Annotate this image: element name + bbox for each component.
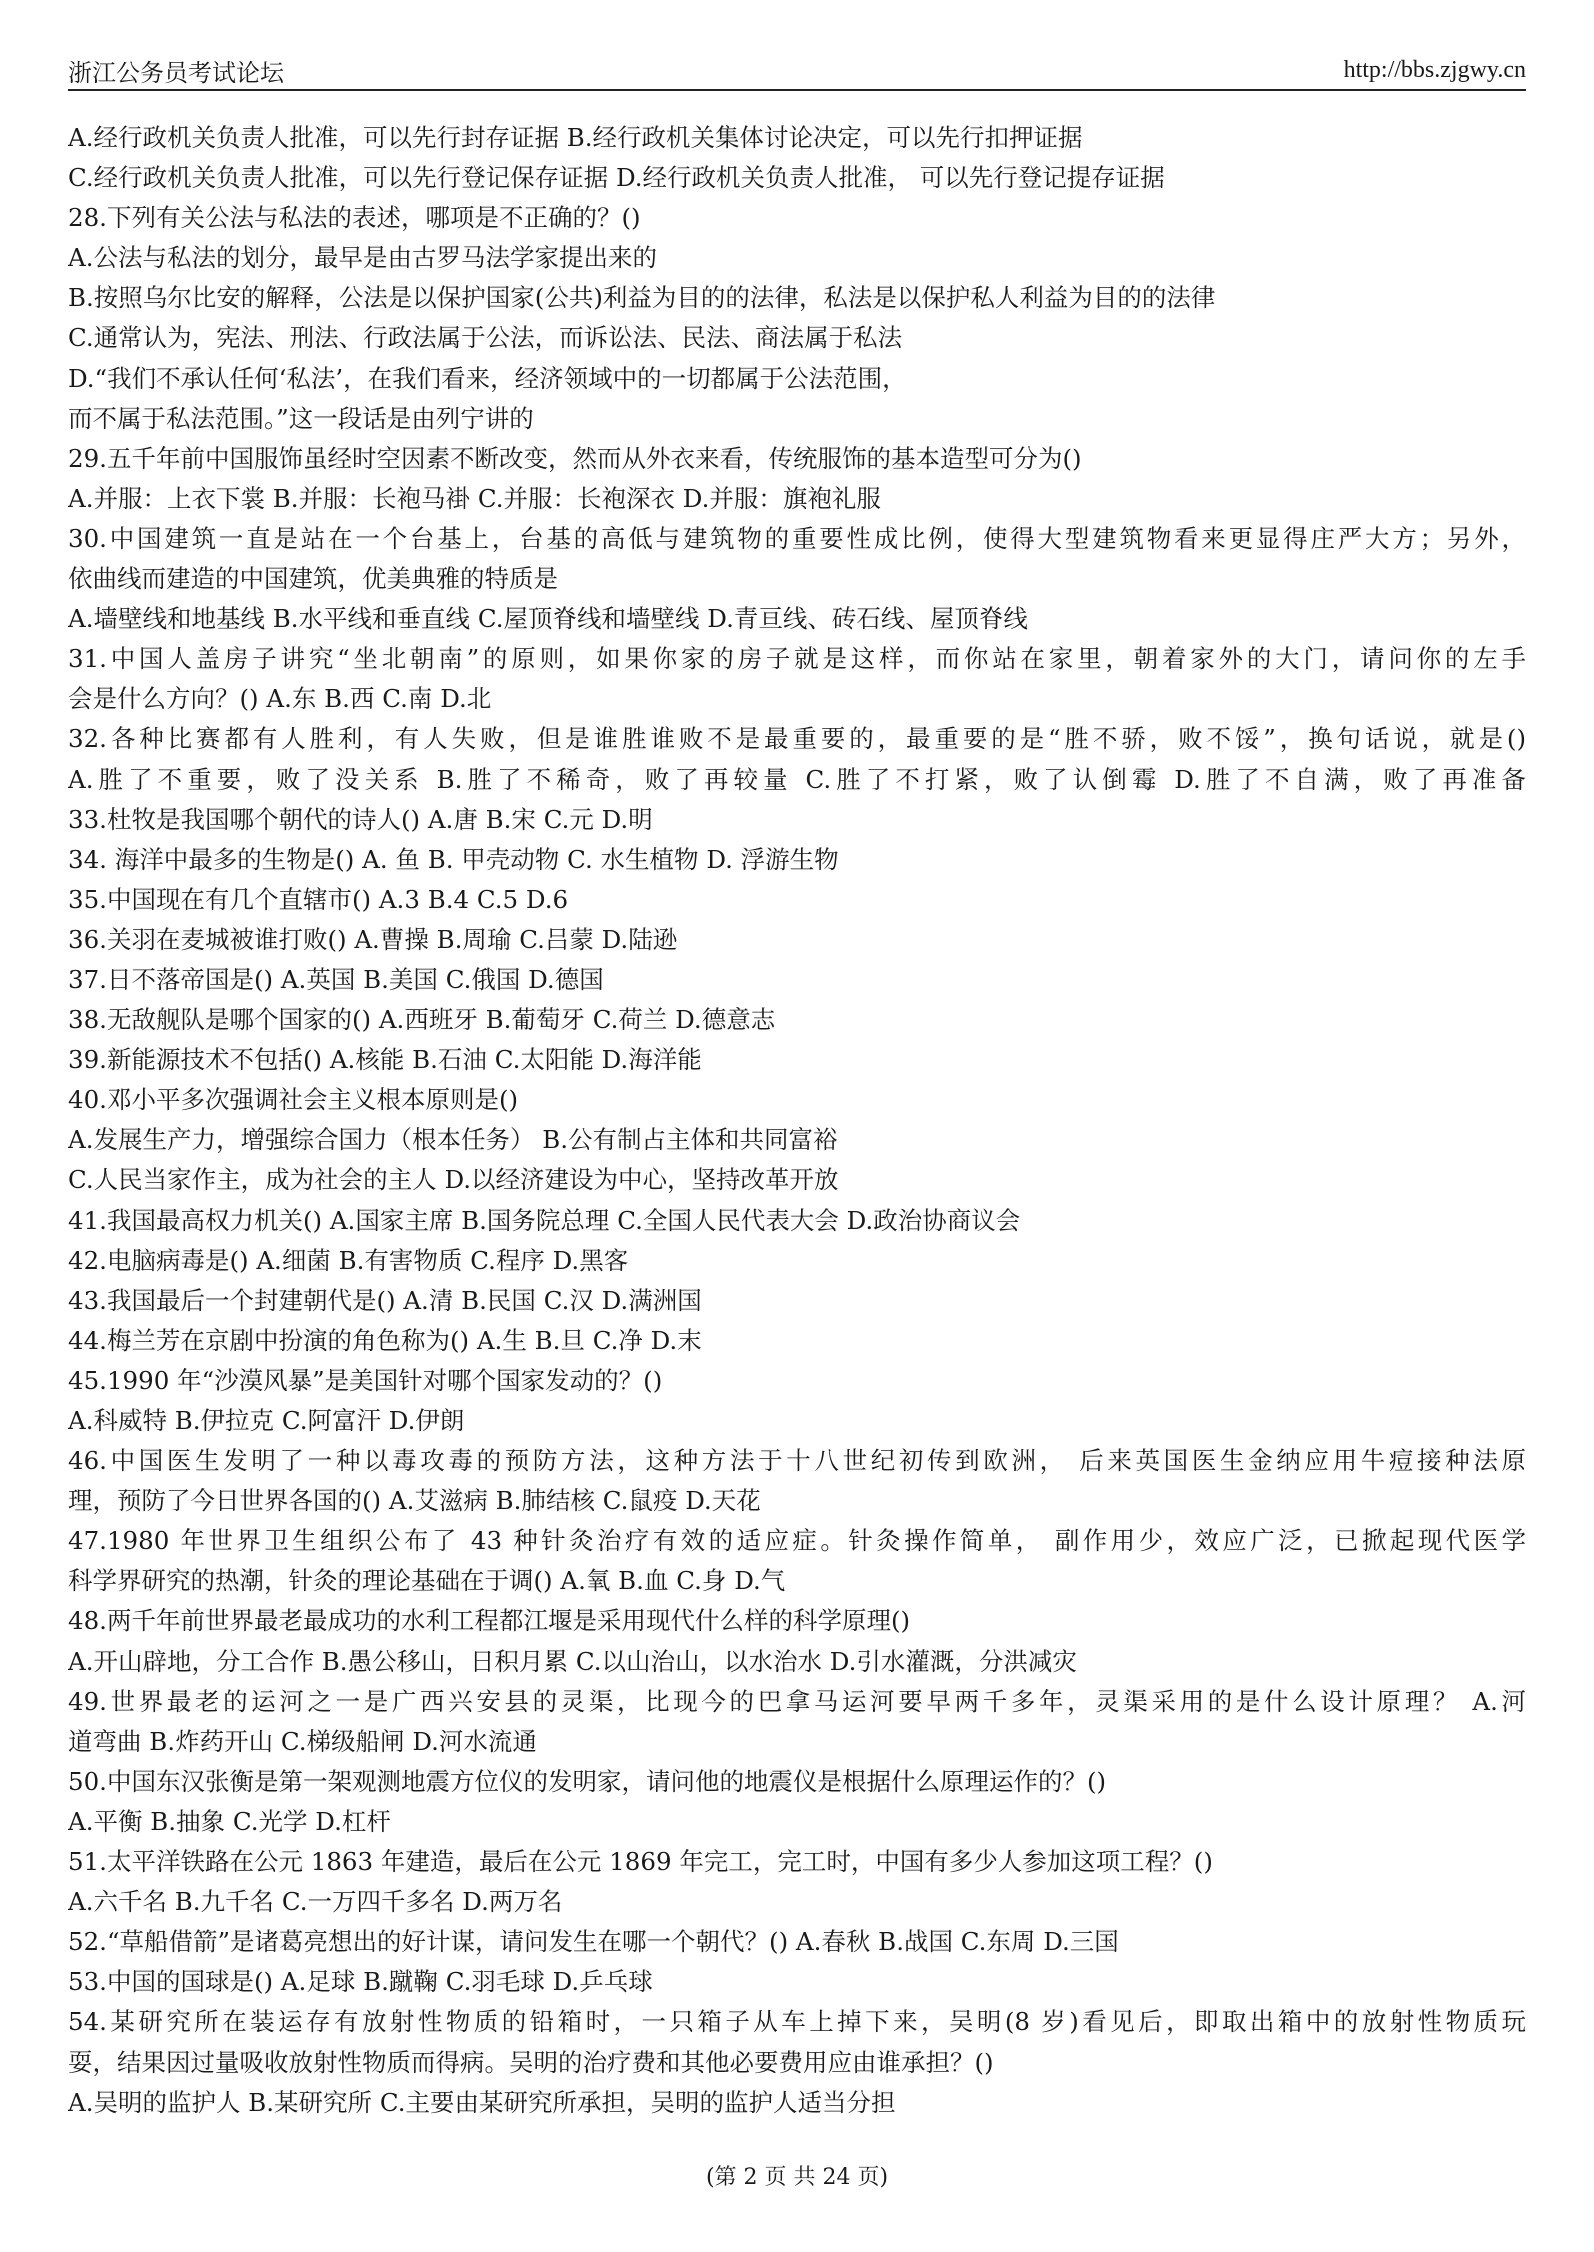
text-line: 科学界研究的热潮，针灸的理论基础在于调() A.氧 B.血 C.身 D.气 <box>68 1566 786 1596</box>
text-line: 会是什么方向？() A.东 B.西 C.南 D.北 <box>68 684 492 714</box>
text-line: 52.“草船借箭”是诸葛亮想出的好计谋，请问发生在哪一个朝代？() A.春秋 B.战国 C.东周 D.三国 <box>68 1927 1119 1957</box>
text-line: 道弯曲 B.炸药开山 C.梯级船闸 D.河水流通 <box>68 1726 537 1756</box>
text-line: A.吴明的监护人 B.某研究所 C.主要由某研究所承担，吴明的监护人适当分担 <box>68 2087 896 2117</box>
text-line: 29.五千年前中国服饰虽经时空因素不断改变，然而从外衣来看，传统服饰的基本造型可分为() <box>68 443 1082 473</box>
text-line: A.六千名 B.九千名 C.一万四千多名 D.两万名 <box>68 1887 563 1917</box>
page-number: (第 2 页 共 24 页) <box>705 2165 889 2190</box>
text-line: 49.世界最老的运河之一是广西兴安县的灵渠，比现今的巴拿马运河要早两千多年，灵渠采用的是什么设计原理？ A.河 <box>68 1686 1526 1716</box>
text-line: 38.无敌舰队是哪个国家的() A.西班牙 B.葡萄牙 C.荷兰 D.德意志 <box>68 1005 776 1035</box>
text-line: A.经行政机关负责人批准，可以先行封存证据 B.经行政机关集体讨论决定，可以先行扣押证据 <box>68 123 1083 152</box>
text-line: 30.中国建筑一直是站在一个台基上，台基的高低与建筑物的重要性成比例，使得大型建筑物看来更显得庄严大方；另外， <box>68 523 1526 553</box>
text-line: 31.中国人盖房子讲究“坐北朝南”的原则，如果你家的房子就是这样，而你站在家里，朝着家外的大门，请问你的左手 <box>68 644 1526 674</box>
text-line: 44.梅兰芳在京剧中扮演的角色称为() A.生 B.旦 C.净 D.末 <box>68 1325 702 1355</box>
text-line: 37.日不落帝国是() A.英国 B.美国 C.俄国 D.德国 <box>68 964 604 994</box>
text-line: 51.太平洋铁路在公元 1863 年建造，最后在公元 1869 年完工，完工时，中国有多少人参加这项工程？() <box>68 1847 1213 1877</box>
text-line: 35.中国现在有几个直辖市() A.3 B.4 C.5 D.6 <box>68 884 569 914</box>
text-line: 36.关羽在麦城被谁打败() A.曹操 B.周瑜 C.吕蒙 D.陆逊 <box>68 924 678 954</box>
text-line: A.开山辟地，分工合作 B.愚公移山，日积月累 C.以山治山，以水治水 D.引水灌溉，分洪减灾 <box>68 1646 1077 1676</box>
text-line: 54.某研究所在装运存有放射性物质的铅箱时，一只箱子从车上掉下来，吴明(8 岁)看见后，即取出箱中的放射性物质玩 <box>68 2007 1526 2037</box>
text-line: 34. 海洋中最多的生物是() A. 鱼 B. 甲壳动物 C. 水生植物 D. 浮游生物 <box>68 844 839 874</box>
text-line: D.“我们不承认任何‘私法’，在我们看来，经济领域中的一切都属于公法范围， <box>68 363 907 393</box>
text-line: 39.新能源技术不包括() A.核能 B.石油 C.太阳能 D.海洋能 <box>68 1045 702 1075</box>
text-line: A.胜了不重要，败了没关系 B.胜了不稀奇，败了再较量 C.胜了不打紧，败了认倒霉 D.胜了不自满，败了再准备 <box>68 764 1526 794</box>
text-line: 47.1980 年世界卫生组织公布了 43 种针灸治疗有效的适应症。针灸操作简单， 副作用少，效应广泛，已掀起现代医学 <box>68 1526 1526 1556</box>
text-line: 依曲线而建造的中国建筑，优美典雅的特质是 <box>68 564 558 594</box>
header-divider <box>68 89 1526 91</box>
text-line: 43.我国最后一个封建朝代是() A.清 B.民国 C.汉 D.满洲国 <box>68 1285 702 1315</box>
text-line: 32.各种比赛都有人胜利，有人失败，但是谁胜谁败不是最重要的，最重要的是“胜不骄，败不馁”，换句话说，就是() <box>68 724 1526 754</box>
text-line: 理，预防了今日世界各国的() A.艾滋病 B.肺结核 C.鼠疫 D.天花 <box>68 1486 761 1516</box>
text-line: C.经行政机关负责人批准，可以先行登记保存证据 D.经行政机关负责人批准， 可以先行登记提存证据 <box>68 163 1165 193</box>
forum-url: http://bbs.zjgwy.cn <box>1343 56 1526 83</box>
text-line: C.通常认为，宪法、刑法、行政法属于公法，而诉讼法、民法、商法属于私法 <box>68 323 903 353</box>
text-line: 50.中国东汉张衡是第一架观测地震方位仪的发明家，请问他的地震仪是根据什么原理运作的？() <box>68 1766 1107 1796</box>
text-line: 而不属于私法范围。”这一段话是由列宁讲的 <box>68 403 534 433</box>
text-line: 41.我国最高权力机关() A.国家主席 B.国务院总理 C.全国人民代表大会 D.政治协商议会 <box>68 1205 1021 1235</box>
text-line: 48.两千年前世界最老最成功的水利工程都江堰是采用现代什么样的科学原理() <box>68 1606 911 1636</box>
text-line: 28.下列有关公法与私法的表述，哪项是不正确的？() <box>68 203 641 233</box>
text-line: 46.中国医生发明了一种以毒攻毒的预防方法，这种方法于十八世纪初传到欧洲， 后来英国医生金纳应用牛痘接种法原 <box>68 1446 1526 1476</box>
text-line: 40.邓小平多次强调社会主义根本原则是() <box>68 1085 519 1115</box>
text-line: 42.电脑病毒是() A.细菌 B.有害物质 C.程序 D.黑客 <box>68 1245 629 1275</box>
document-body <box>68 118 1526 2123</box>
text-line: 耍，结果因过量吸收放射性物质而得病。吴明的治疗费和其他必要费用应由谁承担？() <box>68 2047 994 2077</box>
text-line: A.科威特 B.伊拉克 C.阿富汗 D.伊朗 <box>68 1406 465 1435</box>
text-line: B.按照乌尔比安的解释，公法是以保护国家(公共)利益为目的的法律，私法是以保护私人利益为目的的法律 <box>68 283 1216 313</box>
text-line: A.发展生产力，增强综合国力（根本任务） B.公有制占主体和共同富裕 <box>68 1125 838 1155</box>
text-line: 53.中国的国球是() A.足球 B.蹴鞠 C.羽毛球 D.乒乓球 <box>68 1967 653 1997</box>
text-line: A.平衡 B.抽象 C.光学 D.杠杆 <box>68 1806 391 1836</box>
forum-title: 浙江公务员考试论坛 <box>68 58 284 87</box>
text-line: 45.1990 年“沙漠风暴”是美国针对哪个国家发动的？() <box>68 1365 663 1395</box>
text-line: 33.杜牧是我国哪个朝代的诗人() A.唐 B.宋 C.元 D.明 <box>68 804 653 834</box>
text-line: A.墙壁线和地基线 B.水平线和垂直线 C.屋顶脊线和墙壁线 D.青亘线、砖石线、屋顶脊线 <box>68 604 1028 634</box>
text-line: A.并服：上衣下裳 B.并服：长袍马褂 C.并服：长袍深衣 D.并服：旗袍礼服 <box>68 483 881 513</box>
page-header <box>68 52 1526 88</box>
text-line: A.公法与私法的划分，最早是由古罗马法学家提出来的 <box>68 243 657 273</box>
text-line: C.人民当家作主，成为社会的主人 D.以经济建设为中心，坚持改革开放 <box>68 1165 839 1195</box>
